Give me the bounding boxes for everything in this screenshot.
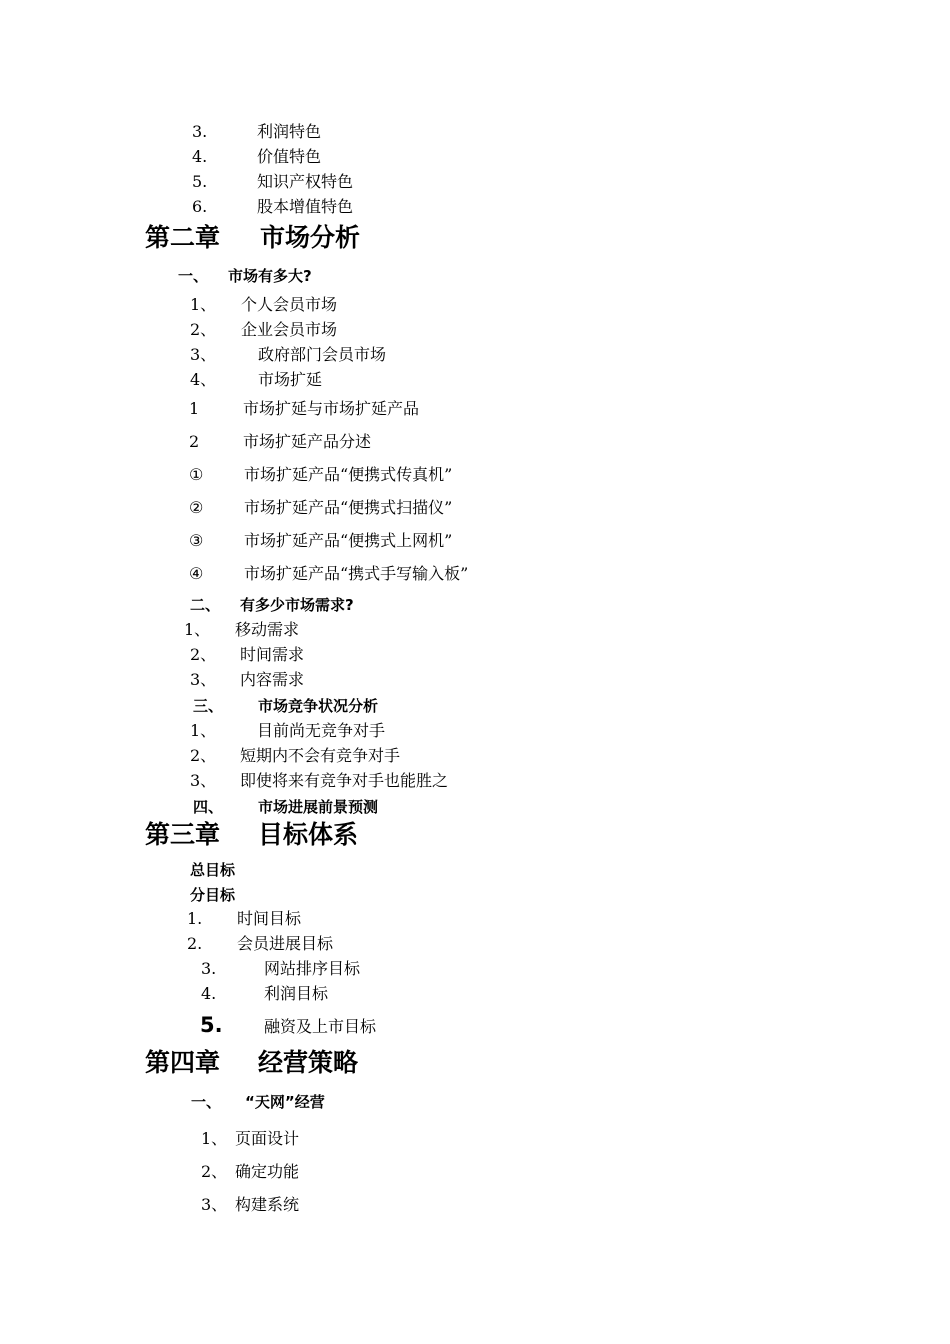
item-text: 市场扩延产品“便携式上网机”	[244, 531, 453, 550]
item-text: 市场扩延产品“便携式传真机”	[244, 465, 453, 484]
item-text: 网站排序目标	[264, 959, 361, 978]
item-number: ②	[189, 498, 204, 517]
item-text: 个人会员市场	[241, 295, 338, 314]
item-text: 时间需求	[240, 645, 305, 664]
item-number: 2	[189, 432, 200, 451]
item-text: 利润目标	[264, 984, 329, 1003]
item-text: 融资及上市目标	[264, 1017, 377, 1036]
item-number: 4.	[192, 147, 208, 166]
item-number: 1、	[190, 295, 217, 314]
section-title: 市场竞争状况分析	[258, 697, 379, 715]
section-title: “天网”经营	[245, 1093, 325, 1111]
item-text: 股本增值特色	[257, 197, 354, 216]
item-number: 2.	[187, 934, 203, 953]
item-number: 4、	[190, 370, 217, 389]
chapter-title: 市场分析	[260, 223, 361, 252]
item-text: 市场扩延与市场扩延产品	[243, 399, 420, 418]
item-text: 市场扩延产品分述	[243, 432, 372, 451]
item-number: 1、	[184, 620, 211, 639]
item-text: 内容需求	[240, 670, 305, 689]
item-number: 3.	[192, 122, 208, 141]
item-text: 目前尚无竞争对手	[257, 721, 386, 740]
item-number: 1	[189, 399, 200, 418]
item-number: 4.	[201, 984, 217, 1003]
item-number: 1.	[187, 909, 203, 928]
chapter-label: 第二章	[145, 223, 221, 252]
chapter-label: 第三章	[145, 820, 221, 849]
item-text: 政府部门会员市场	[258, 345, 387, 364]
item-text: 企业会员市场	[241, 320, 338, 339]
section-number: 一、	[191, 1093, 222, 1111]
item-number: 3、	[190, 345, 217, 364]
item-text: 利润特色	[257, 122, 322, 141]
item-text: 构建系统	[235, 1195, 300, 1214]
section-title: 市场有多大?	[228, 267, 312, 285]
item-number: 1、	[190, 721, 217, 740]
item-number: 3、	[190, 670, 217, 689]
chapter-label: 第四章	[145, 1048, 221, 1077]
item-text: 时间目标	[237, 909, 302, 928]
item-text: 移动需求	[235, 620, 300, 639]
section-number: 一、	[178, 267, 209, 285]
item-number: 5.	[200, 1013, 223, 1037]
item-number: 2、	[190, 746, 217, 765]
item-number: ③	[189, 531, 204, 550]
section-title: 有多少市场需求?	[240, 596, 354, 614]
section-number: 三、	[193, 697, 224, 715]
item-number: 3、	[190, 771, 217, 790]
item-number: 3.	[201, 959, 217, 978]
item-text: 即使将来有竞争对手也能胜之	[240, 771, 449, 790]
chapter-title: 经营策略	[258, 1048, 359, 1077]
chapter-title: 目标体系	[258, 820, 359, 849]
item-text: 市场扩延产品“携式手写输入板”	[244, 564, 469, 583]
item-text: 短期内不会有竞争对手	[240, 746, 401, 765]
section-number: 四、	[193, 798, 224, 816]
subheading-text: 总目标	[190, 861, 236, 879]
item-text: 页面设计	[235, 1129, 300, 1148]
item-text: 确定功能	[235, 1162, 300, 1181]
item-number: 2、	[190, 320, 217, 339]
item-number: 2、	[201, 1162, 228, 1181]
subheading-text: 分目标	[190, 886, 236, 904]
item-number: ①	[189, 465, 204, 484]
section-title: 市场进展前景预测	[258, 798, 379, 816]
item-text: 知识产权特色	[257, 172, 354, 191]
item-number: ④	[189, 564, 204, 583]
item-text: 市场扩延产品“便携式扫描仪”	[244, 498, 453, 517]
item-number: 5.	[192, 172, 208, 191]
item-text: 市场扩延	[258, 370, 323, 389]
item-number: 1、	[201, 1129, 228, 1148]
section-number: 二、	[190, 596, 221, 614]
item-number: 2、	[190, 645, 217, 664]
item-number: 6.	[192, 197, 208, 216]
item-text: 会员进展目标	[237, 934, 334, 953]
item-text: 价值特色	[257, 147, 322, 166]
item-number: 3、	[201, 1195, 228, 1214]
